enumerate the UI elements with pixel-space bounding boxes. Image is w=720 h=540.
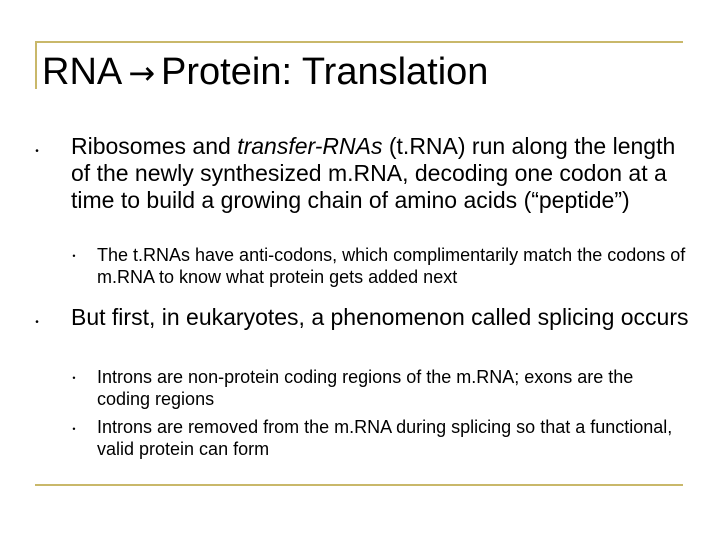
right-arrow-icon: → — [128, 54, 156, 92]
title-right: Protein: Translation — [161, 51, 489, 93]
sub-bullet-marker: • — [72, 373, 76, 383]
sub-bullet-marker: • — [72, 251, 76, 261]
sub-bullet-marker: • — [72, 424, 76, 434]
title-left: RNA — [42, 51, 123, 93]
sub-point-2-1: Introns are non-protein coding regions of the m.RNA; exons are the coding regions — [97, 367, 634, 409]
bullet-point-1 — [71, 133, 691, 214]
bullet-point-2: But first, in eukaryotes, a phenomenon called splicing occurs — [71, 304, 689, 330]
sub-point-2-2: Introns are removed from the m.RNA during splicing so that a functional, valid protein can form — [97, 417, 673, 459]
bullet-point-1-text-b: (t.RNA) run along the length of the newly synthesized m.RNA, decoding one codon at a time to build a growing chain of amino acids (“peptide”) — [71, 133, 676, 213]
bullet-point-1-emphasis: transfer-RNAs — [237, 133, 383, 159]
bullet-marker: • — [35, 146, 39, 157]
bullet-point-1-text-a: Ribosomes and — [71, 133, 238, 159]
bullet-marker: • — [35, 317, 39, 328]
sub-point-1-1: The t.RNAs have anti-codons, which complimentarily match the codons of m.RNA to know what protein gets added next — [97, 245, 686, 287]
